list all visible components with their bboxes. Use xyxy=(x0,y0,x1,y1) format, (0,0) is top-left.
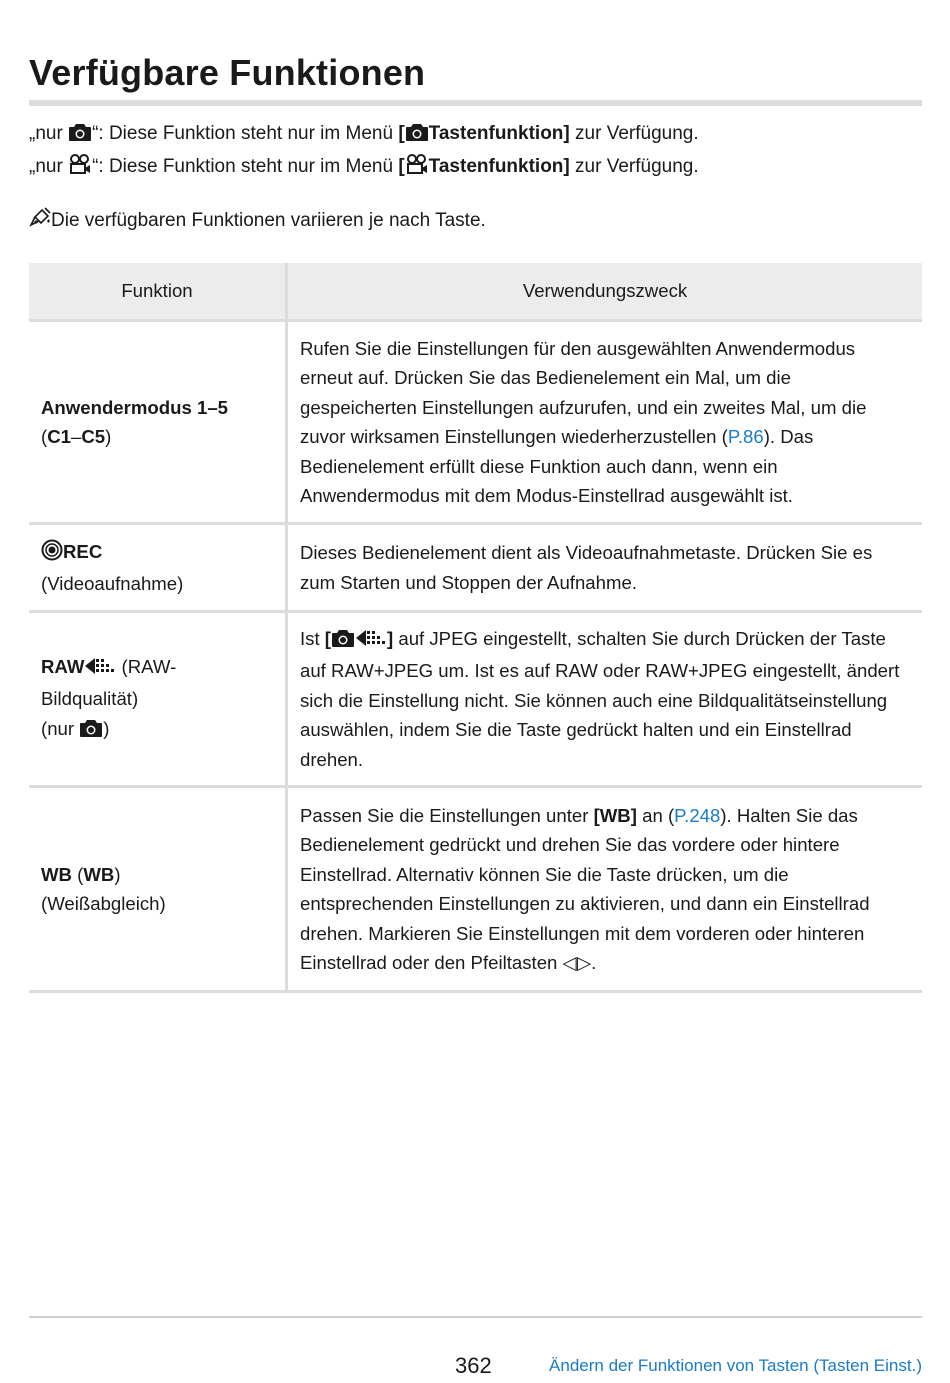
record-icon xyxy=(41,539,63,570)
menu-name: Tastenfunktion] xyxy=(428,156,570,177)
table-row xyxy=(29,612,922,787)
function-description-cell: Ist [ ] auf JPEG eingestellt, schalten Sie durch Drücken der Taste auf RAW+JPEG um. Ist es auf RAW oder RAW+JPEG eingestellt, ändert sich die Einstellung nicht. Sie können auch eine Bildqualitätseinstellung auswählen, indem Sie die Taste gedrückt halten und ein Einstellrad drehen. xyxy=(287,612,923,787)
function-name-cell: REC (Videoaufnahme) xyxy=(29,524,287,612)
column-header-purpose: Verwendungszweck xyxy=(287,263,923,321)
section-link[interactable]: Ändern der Funktionen von Tasten (Tasten Einst.) xyxy=(549,1356,922,1375)
function-name-cell: WB (WB) (Weißabgleich) xyxy=(29,787,287,992)
image-quality-icon xyxy=(84,655,116,685)
menu-name: Tastenfunktion] xyxy=(428,123,570,144)
page-reference-link[interactable]: P.86 xyxy=(727,426,764,447)
function-name-cell: Anwendermodus 1–5 (C1–C5) xyxy=(29,321,287,524)
tip-icon xyxy=(29,207,51,237)
table-row xyxy=(29,787,922,992)
column-header-function: Funktion xyxy=(29,263,287,321)
camera-icon xyxy=(405,122,429,150)
function-description-cell: Rufen Sie die Einstellungen für den ausgewählten Anwendermodus erneut auf. Drücken Sie das Bedienelement ein Mal, um die gespeicherten Einstellungen aufzurufen, und ein zweites Mal, um die zuvor wirksamen Einstellungen wiederherzustellen (P.86). Das Bedienelement erfüllt diese Funktion auch dann, wenn ein Anwendermodus mit dem Modus-Einstellrad ausgewählt ist. xyxy=(287,321,923,524)
tip-note: Die verfügbaren Funktionen variieren je nach Taste. xyxy=(29,207,486,237)
movie-camera-icon xyxy=(68,153,92,183)
table-row xyxy=(29,321,922,524)
image-quality-icon xyxy=(355,627,387,657)
function-description-cell: Passen Sie die Einstellungen unter [WB] an (P.248). Halten Sie das Bedienelement gedrückt und drehen Sie das vordere oder hintere Einstellrad. Alternativ können Sie die Taste drücken, um die entsprechenden Einstellungen zu aktivieren, und dann ein Einstellrad drehen. Markieren Sie Einstellungen mit dem vorderen oder hinteren Einstellrad oder den Pfeiltasten ◁▷. xyxy=(287,787,923,992)
arrow-keys-icon: ◁▷ xyxy=(562,952,592,973)
camera-icon xyxy=(68,122,92,150)
function-name-cell: RAW (RAW-Bildqualität) (nur ) xyxy=(29,612,287,787)
camera-icon xyxy=(331,627,355,657)
page-reference-link[interactable]: P.248 xyxy=(674,804,721,826)
intro-line-photo: „nur “: Diese Funktion steht nur im Menü [ Tastenfunktion] zur Verfügung. xyxy=(29,121,699,150)
functions-table xyxy=(29,263,922,993)
table-header-row xyxy=(29,263,922,321)
title-underline xyxy=(29,100,922,106)
camera-icon xyxy=(79,717,103,747)
page-title: Verfügbare Funktionen xyxy=(29,52,426,93)
function-description-cell: Dieses Bedienelement dient als Videoaufnahmetaste. Drücken Sie es zum Starten und Stoppen der Aufnahme. xyxy=(287,524,923,612)
intro-line-movie: „nur “: Diese Funktion steht nur im Menü [ Tastenfunktion] zur Verfügung. xyxy=(29,153,699,183)
movie-camera-icon xyxy=(405,153,429,183)
page-number: 362 xyxy=(455,1353,492,1378)
table-row xyxy=(29,524,922,612)
footer-divider xyxy=(29,1316,922,1318)
